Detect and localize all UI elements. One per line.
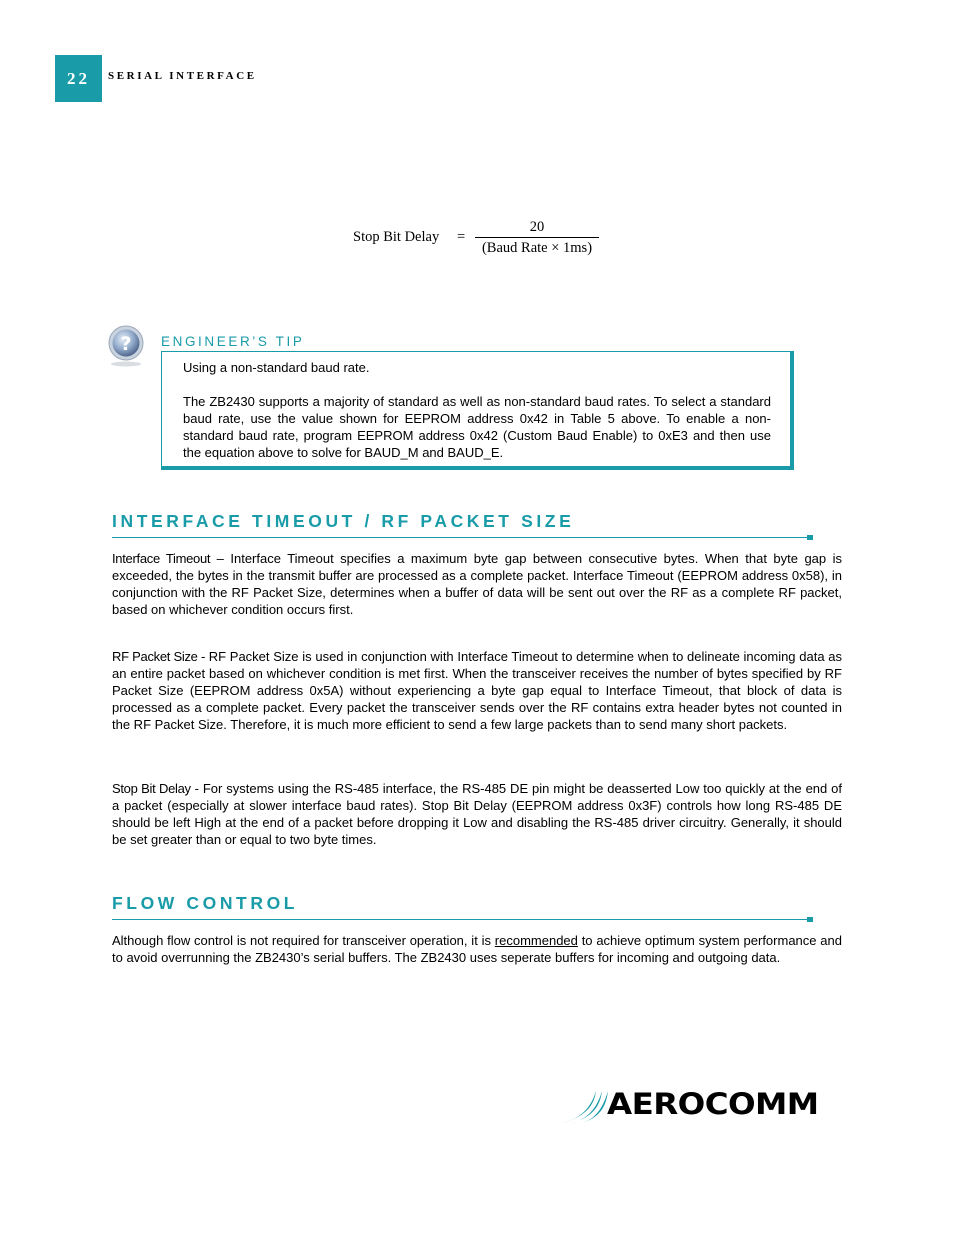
section-rule [112,537,810,538]
svg-text:?: ? [120,333,132,355]
paragraph-stop-bit-delay [112,780,842,848]
aerocomm-logo [560,1083,835,1127]
paragraph-interface-timeout [112,550,842,618]
term-stop-bit-delay: Stop Bit Delay [112,781,191,796]
paragraph-text: – Interface Timeout specifies a maximum byte gap between consecutive bytes. When that byte gap is exceeded, the bytes in the transmit buffer are processed as a complete packet. Interface Timeout (EEPROM address 0x58), in conjunction with the RF Packet Size, determines when a buffer of data will be sent out over the RF as a complete RF packet, based on whichever condition occurs first. [112,551,842,617]
equation-equals: = [457,229,466,245]
tip-body: The ZB2430 supports a majority of standard as well as non-standard baud rates. To select a standard baud rate, use the value shown for EEPROM address 0x42 in Table 5 above. To enable a non-standard baud rate, program EEPROM address 0x42 (Custom Baud Enable) to 0xE3 and then use the equation above to solve for BAUD_M and BAUD_E. [183,394,771,460]
equation-numerator: 20 [529,219,545,235]
logo-wordmark: AEROCOMM [607,1087,819,1121]
section-title-interface-timeout: INTERFACE TIMEOUT / RF PACKET SIZE [112,511,575,531]
paragraph-flow-control [112,932,842,966]
section-rule-end [807,917,813,922]
running-header: SERIAL INTERFACE [108,70,257,82]
tip-title: Using a non-standard baud rate. [183,360,370,375]
page-number-badge [55,55,102,102]
underlined-word: recommended [494,933,578,948]
paragraph-rf-packet-size [112,648,842,733]
section-title-flow-control: FLOW CONTROL [112,893,299,913]
question-mark-icon [106,324,146,368]
term-interface-timeout: Interface Timeout [112,551,211,566]
paragraph-text: to achieve optimum system performance and to avoid overrunning the ZB2430’s serial buffers. The ZB2430 uses seperate buffers for incoming and outgoing data. [112,933,842,965]
paragraph-text: Although flow control is not required for transceiver operation, it is [112,933,495,948]
stop-bit-delay-equation [353,218,613,262]
equation-fraction-bar [475,237,599,238]
tip-box [161,351,794,470]
paragraph-text: RF Packet Size is used in conjunction with Interface Timeout to determine when to delineate incoming data as an entire packet based on whichever condition is met first. When the transceiver receives the number of bytes specified by RF Packet Size (EEPROM address 0x5A) without experiencing a byte gap equal to Interface Timeout, that block of data is processed as a complete packet. Every packet the transceiver sends over the RF contains extra header bytes not counted in the RF Packet Size. Therefore, it is much more efficient to send a few large packets than to send many short packets. [112,649,842,732]
paragraph-text: - For systems using the RS-485 interface, the RS-485 DE pin might be deasserted Low too quickly at the end of a packet (especially at slower interface baud rates). Stop Bit Delay (EEPROM address 0x3F) controls how long RS-485 DE should be left High at the end of a packet before dropping it Low and disabling the RS-485 driver circuitry. Generally, it should be set greater than or equal to two byte times. [112,781,842,847]
section-rule-end [807,535,813,540]
term-rf-packet-size: RF Packet Size - [112,649,206,664]
section-rule [112,919,810,920]
tip-heading: ENGINEER’S TIP [161,334,305,349]
equation-lhs: Stop Bit Delay [353,229,440,245]
page-number: 22 [67,68,90,88]
equation-denominator: (Baud Rate × 1ms) [481,240,593,256]
